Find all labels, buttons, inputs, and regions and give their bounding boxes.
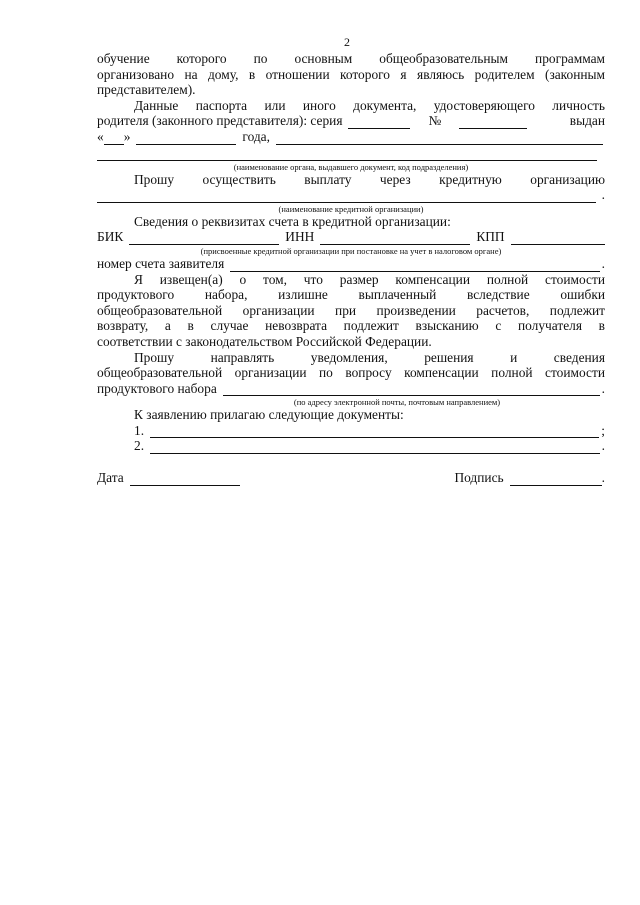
passport-issued-label: выдан [569,113,605,129]
day-open-quote: « [97,128,104,144]
requisites-caption: (присвоенные кредитной организации при постановке на учет в налоговом органе) [200,245,502,256]
kpp-label: КПП [476,229,505,245]
inn-field[interactable] [320,233,470,245]
date-block [97,470,240,486]
kpp-field[interactable] [511,233,605,245]
account-heading: Сведения о реквизитах счета в кредитной организации: [134,213,451,229]
document-body [97,51,605,486]
date-label: Дата [97,470,124,486]
notifications-method-field[interactable] [223,384,600,396]
bik-label: БИК [97,229,124,245]
date-field[interactable] [130,474,240,486]
attachment-2-label: 2. [134,438,145,454]
notice-line5: соответствии с законодательством Российской Федерации. [97,333,432,349]
account-number-end: . [601,255,605,271]
notifications-method-end: . [601,380,605,396]
inn-label: ИНН [285,229,315,245]
attachment-row-2 [97,438,605,454]
issue-day-field[interactable] [104,133,124,145]
passport-number-field[interactable] [459,117,527,129]
issuer-caption: (наименование органа, выдавшего документ, код подразделения) [233,161,469,172]
notifications-method-label: продуктового набора [97,380,217,396]
issuer-field-1[interactable] [276,133,603,145]
notifications-line1: Прошу направлять уведомления, решения и сведения [134,349,605,365]
attachment-1-field[interactable] [150,426,599,438]
passport-date-row [97,129,605,145]
attachment-2-end: . [601,438,605,454]
attachment-1-label: 1. [134,422,145,438]
page-number: 2 [344,35,350,49]
day-close-quote: » [123,128,131,144]
notifications-caption: (по адресу электронной почты, почтовым направлением) [293,397,501,408]
signature-row [97,470,605,486]
passport-number-label: № [428,113,442,129]
attachments-heading: К заявлению прилагаю следующие документы: [134,407,404,423]
sign-field[interactable] [510,474,602,486]
attachment-row-1 [97,423,605,439]
passport-series-field[interactable] [348,117,410,129]
notifications-line2: общеобразовательной организации по вопросу компенсации полной стоимости [97,365,605,381]
issuer-field-2[interactable] [97,149,597,161]
account-number-label: номер счета заявителя [97,255,225,271]
year-label: года, [242,128,270,144]
notice-line1: Я извещен(а) о том, что размер компенсации полной стоимости [134,271,605,287]
payment-line: Прошу осуществить выплату через кредитную организацию [134,171,605,187]
account-number-field[interactable] [230,260,599,272]
bank-name-field[interactable] [97,191,596,203]
para1-line2: организовано на дому, в отношении которого я являюсь родителем (законным [97,66,605,82]
bik-inn-kpp-row [97,229,605,245]
sign-end: . [601,470,605,486]
issuer-row-2 [97,149,605,161]
passport-series-row [97,113,605,129]
sign-block [454,470,605,486]
sign-label: Подпись [454,470,504,486]
bik-field[interactable] [129,233,279,245]
bank-name-row [97,187,605,203]
account-number-row [97,256,605,272]
notice-line3: общеобразовательной организации при произведении расчетов, подлежит [97,302,605,318]
issue-month-field[interactable] [136,133,236,145]
notifications-method-row [97,381,605,397]
bank-name-end: . [601,187,605,203]
bank-name-caption: (наименование кредитной организации) [278,203,424,214]
attachment-2-field[interactable] [150,442,600,454]
passport-line1: Данные паспорта или иного документа, удостоверяющего личность [134,97,605,113]
para1-line1: обучение которого по основным общеобразовательным программам [97,51,605,66]
attachment-1-end: ; [601,422,605,438]
passport-series-label: родителя (законного представителя): серия [97,113,343,129]
notice-line4: возврату, а в случае невозврата подлежит взысканию с получателя в [97,318,605,334]
para1-line3: представителем). [97,82,196,98]
notice-line2: продуктового набора, излишне выплаченный вследствие ошибки [97,287,605,303]
